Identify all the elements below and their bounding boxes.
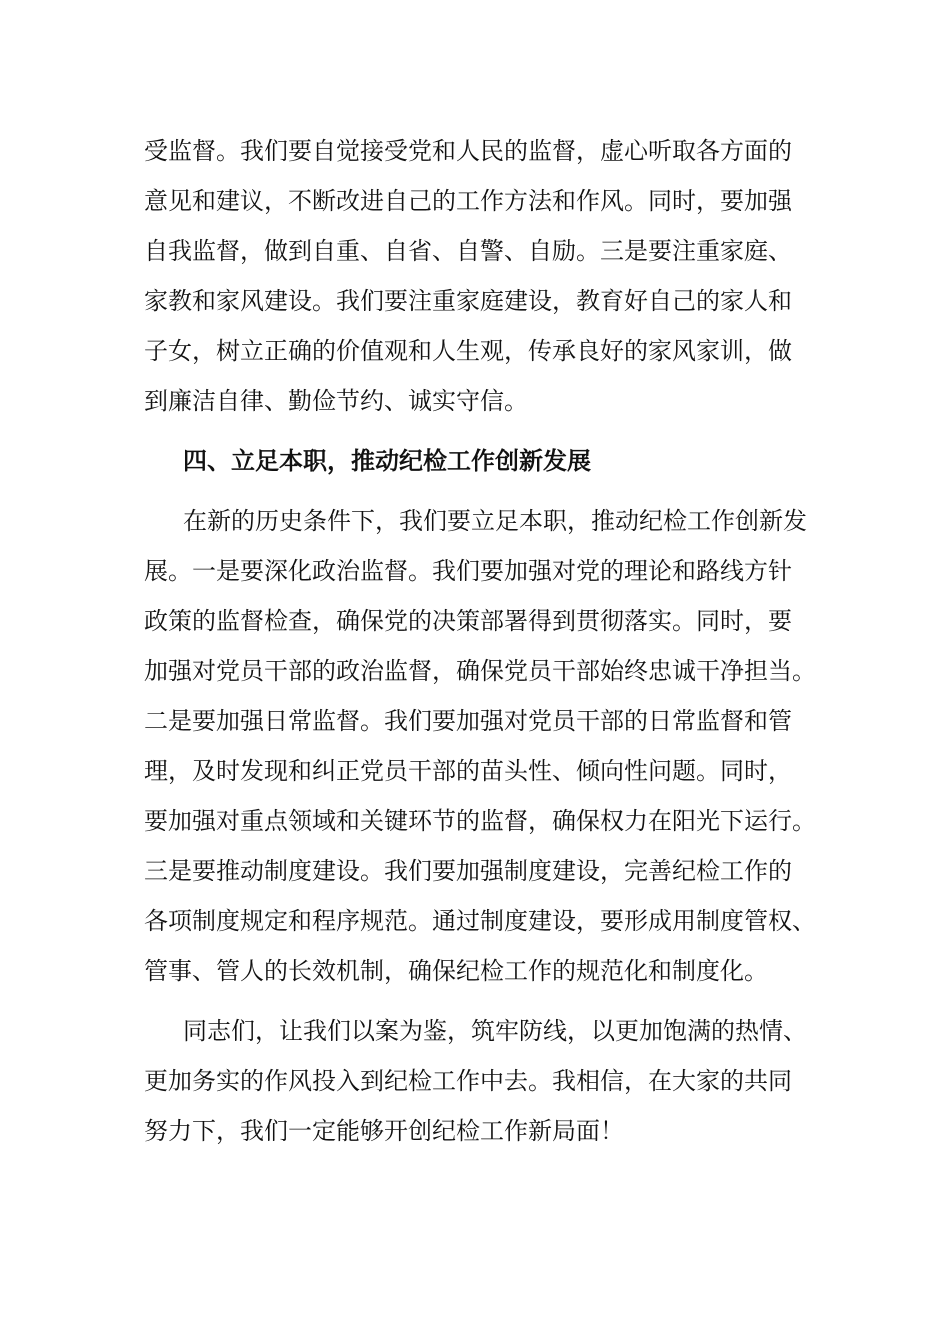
text-line: 更加务实的作风投入到纪检工作中去。我相信，在大家的共同: [144, 1067, 792, 1095]
text-line: 受监督。我们要自觉接受党和人民的监督，虚心听取各方面的: [144, 137, 792, 165]
text-line: 同志们，让我们以案为鉴，筑牢防线，以更加饱满的热情、: [183, 1017, 807, 1045]
text-line: 要加强对重点领域和关键环节的监督，确保权力在阳光下运行。: [144, 807, 816, 835]
text-line: 在新的历史条件下，我们要立足本职，推动纪检工作创新发: [183, 507, 807, 535]
text-line: 展。一是要深化政治监督。我们要加强对党的理论和路线方针: [144, 557, 792, 585]
paragraph-3: [144, 1006, 824, 1156]
text-line: 子女，树立正确的价值观和人生观，传承良好的家风家训，做: [144, 337, 792, 365]
text-line: 二是要加强日常监督。我们要加强对党员干部的日常监督和管: [144, 707, 792, 735]
document-body: [144, 126, 824, 1156]
paragraph-1: [144, 126, 824, 426]
text-line: 努力下，我们一定能够开创纪检工作新局面！: [144, 1117, 624, 1145]
paragraph-2: [144, 496, 824, 996]
text-line: 意见和建议，不断改进自己的工作方法和作风。同时，要加强: [144, 187, 792, 215]
text-line: 自我监督，做到自重、自省、自警、自励。三是要注重家庭、: [144, 237, 792, 265]
section-heading: 四、立足本职，推动纪检工作创新发展: [183, 447, 591, 475]
text-line: 加强对党员干部的政治监督，确保党员干部始终忠诚干净担当。: [144, 657, 816, 685]
text-line: 三是要推动制度建设。我们要加强制度建设，完善纪检工作的: [144, 857, 792, 885]
text-line: 政策的监督检查，确保党的决策部署得到贯彻落实。同时，要: [144, 607, 792, 635]
text-line: 理，及时发现和纠正党员干部的苗头性、倾向性问题。同时，: [144, 757, 792, 785]
text-line: 管事、管人的长效机制，确保纪检工作的规范化和制度化。: [144, 957, 768, 985]
text-line: 到廉洁自律、勤俭节约、诚实守信。: [144, 387, 528, 415]
text-line: 家教和家风建设。我们要注重家庭建设，教育好自己的家人和: [144, 287, 792, 315]
text-line: 各项制度规定和程序规范。通过制度建设，要形成用制度管权、: [144, 907, 816, 935]
